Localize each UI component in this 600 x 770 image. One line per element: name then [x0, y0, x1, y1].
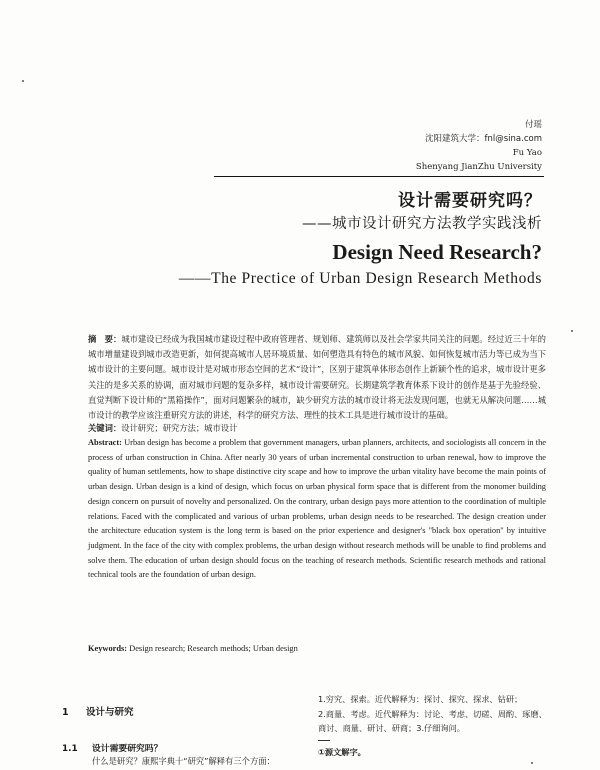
author-block — [416, 118, 542, 174]
body-paragraph: 什么是研究？康熙字典十“研究”解释有三个方面： — [92, 756, 275, 766]
scan-speck — [531, 762, 533, 764]
keywords-en-text: Design research; Research methods; Urban design — [129, 644, 298, 653]
author-affiliation-en: Shenyang JianZhu University — [415, 162, 542, 172]
author-name-cn: 付瑶 — [524, 120, 542, 130]
section-1-number: 1 — [62, 707, 69, 718]
paper-title-cn: 设计需要研究吗？ — [398, 191, 542, 211]
keywords-en-label: Keywords: — [88, 644, 128, 653]
keywords-en — [88, 642, 546, 656]
section-1-1-title: 设计需要研究吗？ — [92, 744, 163, 754]
keywords-cn — [88, 421, 546, 435]
author-affiliation-cn: 沈阳建筑大学：fnl@sina.com — [425, 134, 542, 144]
abstract-cn-label: 摘 要： — [88, 334, 122, 344]
scan-speck — [22, 80, 24, 82]
right-column-note — [318, 692, 550, 759]
abstract-en-label: Abstract: — [88, 438, 122, 447]
paper-subtitle-cn: ——城市设计研究方法教学实践浅析 — [302, 216, 542, 232]
right-column-line-2: 2.商量、考虑。近代解释为：讨论、考虑、切磋、周酌、琢磨、商讨、商量、研讨、研商；3.仔细询问。 — [318, 708, 547, 733]
keywords-cn-label: 关键词： — [88, 423, 122, 433]
author-name-en: Fu Yao — [512, 148, 542, 158]
abstract-cn-text: 城市建设已经成为我国城市建设过程中政府管理者、规划师、建筑师以及社会学家共同关注的问题。经过近三十年的城市增量建设到城市改造更新，如何提高城市人居环境质量、如何塑造具有特色的城市风貌、如何恢复城市活力等已成为当下城市设计的主要问题。城市设计是对城市形态空间的艺术“设计”，区别于建筑单体形态创作上新颖个性的追求，城市设计更多关注的是多关系的协调，面对城市问题的复杂多样，城市设计需要研究。长期建筑学教育体系下设计的创作是基于先验经验、直觉判断下设计师的“黑箱操作”，面对问题繁杂的城市，缺少研究方法的城市设计将无法发现问题，也就无从解决问题……城市设计的教学应该注重研究方法的讲述，科学的研究方法、理性的技术工具是进行城市设计的基础。 — [88, 334, 546, 421]
abstract-en-text: Urban design has become a problem that government managers, urban planners, architects, and sociologists all concern in the process of urban construction in China. After nearly 30 years of urban incremental construction to urban renewal, how to improve the quality of human settlements, how to shape distinctive city scape and how to improve the urban vitality have become the main points of urban design. Urban design is a kind of design, which focus on urban physical form space that is different from the monomer building design concern on pursuit of novelty and personalized. On the contrary, urban design pays more attention to the coordination of multiple relations. Faced with the complicated and various of urban problems, urban design needs to be researched. The design creation under the architecture education system is the long term is based on the prior experience and designer's "black box operation" by intuitive judgment. In the face of the city with complex problems, the urban design without research methods will be unable to find problems and solve them. The education of urban design should focus on the teaching of research methods. Scientific research methods and rational technical tools are the foundation of urban design. — [88, 438, 546, 580]
keywords-cn-text: 设计研究；研究方法；城市设计 — [121, 423, 238, 433]
paper-title-en: Design Need Research? — [332, 240, 542, 264]
abstract-en — [88, 436, 546, 583]
abstract-cn — [88, 332, 546, 423]
section-1-heading — [62, 704, 134, 718]
section-1-1-heading — [62, 741, 162, 754]
scan-speck — [571, 330, 573, 332]
title-rule — [214, 176, 544, 177]
footnote-source: ①源文解字。 — [318, 746, 366, 757]
section-1-title: 设计与研究 — [86, 707, 134, 718]
right-column-line-1: 1.穷究、探索。近代解释为：探讨、探究、探求、钻研； — [318, 694, 523, 704]
section-1-1-number: 1.1 — [62, 744, 78, 754]
footnote-rule — [318, 740, 330, 741]
paper-subtitle-en: ——The Prectice of Urban Design Research Methods — [178, 270, 542, 287]
